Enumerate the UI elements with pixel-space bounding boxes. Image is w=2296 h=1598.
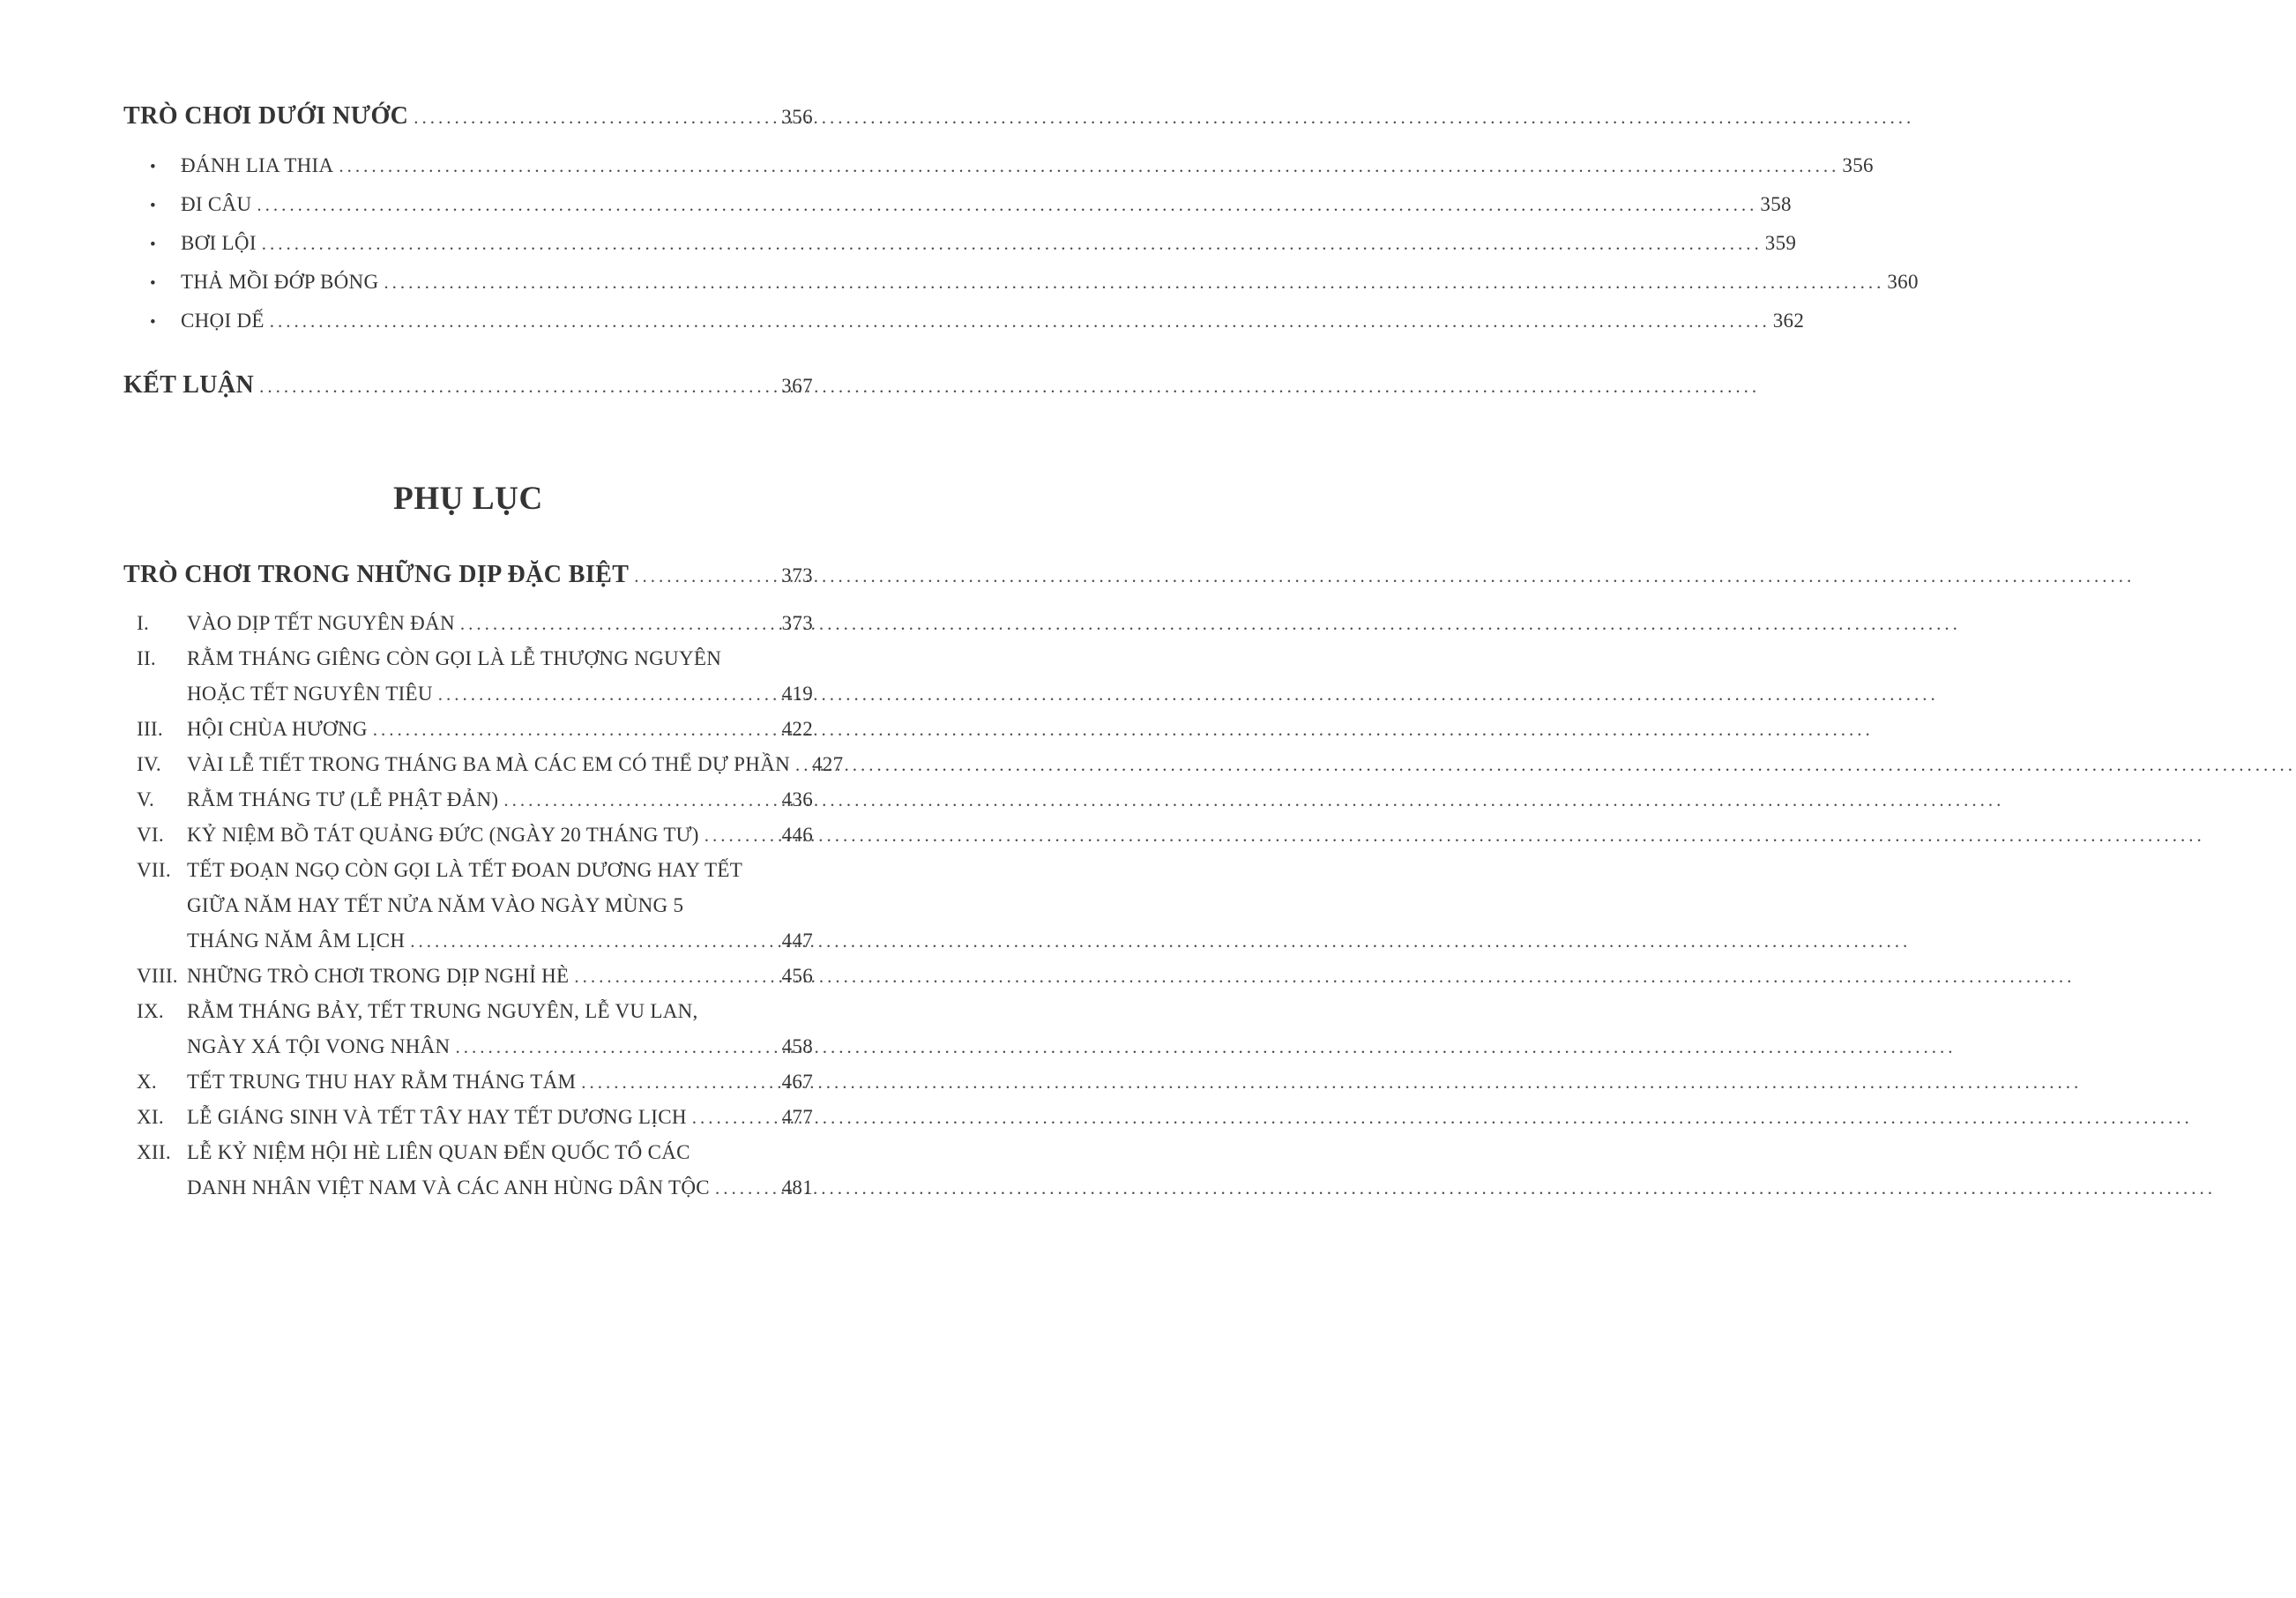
roman-item [137, 1064, 813, 1100]
roman-numeral: V. [137, 788, 154, 810]
roman-numeral: VIII. [137, 965, 178, 987]
bullet-item-row [181, 225, 1796, 262]
page-number: 446 [781, 824, 813, 846]
section-heading [123, 99, 813, 135]
roman-item [137, 1100, 813, 1135]
page-number: 358 [1760, 193, 1792, 215]
page-number: 427 [811, 753, 844, 775]
item-line-last [187, 923, 813, 959]
page-number: 422 [781, 718, 813, 740]
item-line-last [187, 959, 813, 994]
item-label: RẰM THÁNG TƯ (LỄ PHẬT ĐẢN) [187, 788, 499, 810]
section-heading-label: TRÒ CHƠI DƯỚI NƯỚC [123, 102, 409, 130]
item-line-last [187, 818, 813, 853]
roman-item-content [187, 994, 813, 1064]
item-label: BƠI LỘI [181, 232, 257, 254]
bullet-item [123, 225, 1797, 264]
bullet-item [123, 147, 1874, 186]
bullet-icon: • [150, 313, 156, 332]
item-label: THÁNG NĂM ÂM LỊCH [187, 930, 406, 952]
item-label: TẾT TRUNG THU HAY RẰM THÁNG TÁM [187, 1071, 577, 1093]
dot-leader [262, 225, 1763, 262]
item-line-last [187, 1029, 813, 1064]
page-number: 447 [781, 930, 813, 952]
item-line-last [187, 1100, 813, 1135]
roman-item [137, 959, 813, 994]
item-label: KỶ NIỆM BỒ TÁT QUẢNG ĐỨC (NGÀY 20 THÁNG TƯ) [187, 824, 699, 846]
roman-numeral: X. [137, 1071, 157, 1093]
roman-item [137, 747, 844, 782]
dot-leader [339, 147, 1839, 184]
item-label: THẢ MỒI ĐỚP BÓNG [181, 271, 379, 293]
dot-leader [438, 676, 779, 712]
page-number: 373 [781, 564, 813, 586]
roman-numeral: XII. [137, 1141, 171, 1163]
roman-item [137, 641, 813, 712]
item-line: RẰM THÁNG GIÊNG CÒN GỌI LÀ LỄ THƯỢNG NGUYÊN [187, 647, 722, 669]
roman-item [137, 818, 813, 853]
roman-numeral: I. [137, 612, 150, 634]
section-heading-label: TRÒ CHƠI TRONG NHỮNG DỊP ĐẶC BIỆT [123, 561, 630, 588]
dot-leader [581, 1064, 779, 1100]
item-label: NGÀY XÁ TỘI VONG NHÂN [187, 1035, 451, 1057]
section-heading [123, 557, 813, 594]
dot-leader [455, 1029, 779, 1064]
item-line-last [187, 606, 813, 641]
roman-numeral: VII. [137, 859, 171, 881]
roman-item-content [187, 959, 813, 994]
roman-item-content [187, 782, 813, 818]
table-of-contents [123, 99, 1919, 1206]
dot-leader [692, 1100, 779, 1135]
dot-leader [574, 959, 779, 994]
roman-item-content [187, 853, 813, 959]
page-number: 373 [781, 612, 813, 634]
roman-list [123, 606, 844, 1206]
dot-leader [410, 923, 779, 959]
dot-leader [503, 782, 779, 818]
page-number: 367 [781, 375, 813, 397]
bullet-item [123, 264, 1919, 302]
dot-leader [715, 1170, 779, 1206]
item-label: HỘI CHÙA HƯƠNG [187, 718, 368, 740]
page-number: 359 [1764, 232, 1797, 254]
item-label: LỄ GIÁNG SINH VÀ TẾT TÂY HAY TẾT DƯƠNG LỊCH [187, 1106, 687, 1128]
item-label: ĐÁNH LIA THIA [181, 154, 334, 176]
dot-leader [704, 818, 779, 853]
section-heading [123, 368, 813, 404]
roman-item [137, 1135, 813, 1206]
bullet-item-row [181, 264, 1919, 301]
page-number: 356 [1842, 154, 1874, 176]
roman-numeral: IX. [137, 1000, 164, 1022]
item-line: GIỮA NĂM HAY TẾT NỬA NĂM VÀO NGÀY MÙNG 5 [187, 894, 684, 916]
item-line-last [187, 676, 813, 712]
roman-item-content [187, 1135, 813, 1206]
bullet-icon: • [150, 274, 156, 293]
page-number: 467 [781, 1071, 813, 1093]
roman-numeral: IV. [137, 753, 161, 775]
page-number: 362 [1772, 310, 1805, 332]
dot-leader [414, 99, 779, 135]
bullet-item-row [181, 186, 1792, 223]
bullet-icon: • [150, 197, 156, 215]
dot-leader [259, 368, 779, 404]
dot-leader [257, 186, 1757, 223]
page-number: 356 [781, 106, 813, 128]
item-line-last [187, 1064, 813, 1100]
roman-item [137, 994, 813, 1064]
bullet-item [123, 186, 1792, 225]
item-label: DANH NHÂN VIỆT NAM VÀ CÁC ANH HÙNG DÂN TỘC [187, 1176, 710, 1198]
item-line: TẾT ĐOẠN NGỌ CÒN GỌI LÀ TẾT ĐOAN DƯƠNG HAY TẾT [187, 859, 743, 881]
page-number: 419 [781, 683, 813, 705]
item-label: ĐI CÂU [181, 193, 252, 215]
roman-numeral: III. [137, 718, 163, 740]
roman-item-content [187, 606, 813, 641]
item-label: VÀO DỊP TẾT NGUYÊN ĐÁN [187, 612, 455, 634]
dot-leader [634, 557, 779, 594]
dot-leader [373, 712, 779, 747]
item-line-last [187, 782, 813, 818]
roman-item-content [187, 747, 844, 782]
roman-item [137, 606, 813, 641]
dot-leader [384, 264, 1884, 301]
roman-numeral: XI. [137, 1106, 164, 1128]
item-label: CHỌI DẾ [181, 310, 265, 332]
page-number: 481 [781, 1176, 813, 1198]
roman-item-content [187, 1064, 813, 1100]
roman-item [137, 853, 813, 959]
item-line: RẰM THÁNG BẢY, TẾT TRUNG NGUYÊN, LỄ VU LAN, [187, 1000, 698, 1022]
page-number: 436 [781, 788, 813, 810]
item-line: LỄ KỶ NIỆM HỘI HÈ LIÊN QUAN ĐẾN QUỐC TỔ CÁC [187, 1141, 690, 1163]
page-number: 456 [781, 965, 813, 987]
bullet-list [123, 147, 1919, 341]
item-label: HOẶC TẾT NGUYÊN TIÊU [187, 683, 433, 705]
roman-numeral: VI. [137, 824, 164, 846]
bullet-item-row [181, 147, 1874, 184]
roman-item-content [187, 641, 813, 712]
item-line-last [187, 747, 844, 782]
roman-item [137, 712, 813, 747]
dot-leader [795, 747, 809, 782]
item-line-last [187, 712, 813, 747]
item-label: VÀI LỄ TIẾT TRONG THÁNG BA MÀ CÁC EM CÓ THỂ DỰ PHẦN [187, 753, 790, 775]
page-number: 477 [781, 1106, 813, 1128]
bullet-item [123, 302, 1805, 341]
item-line-last [187, 1170, 813, 1206]
section-heading-label: KẾT LUẬN [123, 371, 255, 399]
page-number: 458 [781, 1035, 813, 1057]
roman-item-content [187, 818, 813, 853]
dot-leader [460, 606, 779, 641]
roman-item-content [187, 712, 813, 747]
roman-numeral: II. [137, 647, 156, 669]
page-number: 360 [1887, 271, 1919, 293]
dot-leader [270, 302, 1770, 340]
bullet-item-row [181, 302, 1804, 340]
appendix-title: PHỤ LỤC [393, 481, 543, 517]
roman-item [137, 782, 813, 818]
bullet-icon: • [150, 235, 156, 254]
item-label: NHỮNG TRÒ CHƠI TRONG DỊP NGHỈ HÈ [187, 965, 570, 987]
bullet-icon: • [150, 158, 156, 176]
roman-item-content [187, 1100, 813, 1135]
